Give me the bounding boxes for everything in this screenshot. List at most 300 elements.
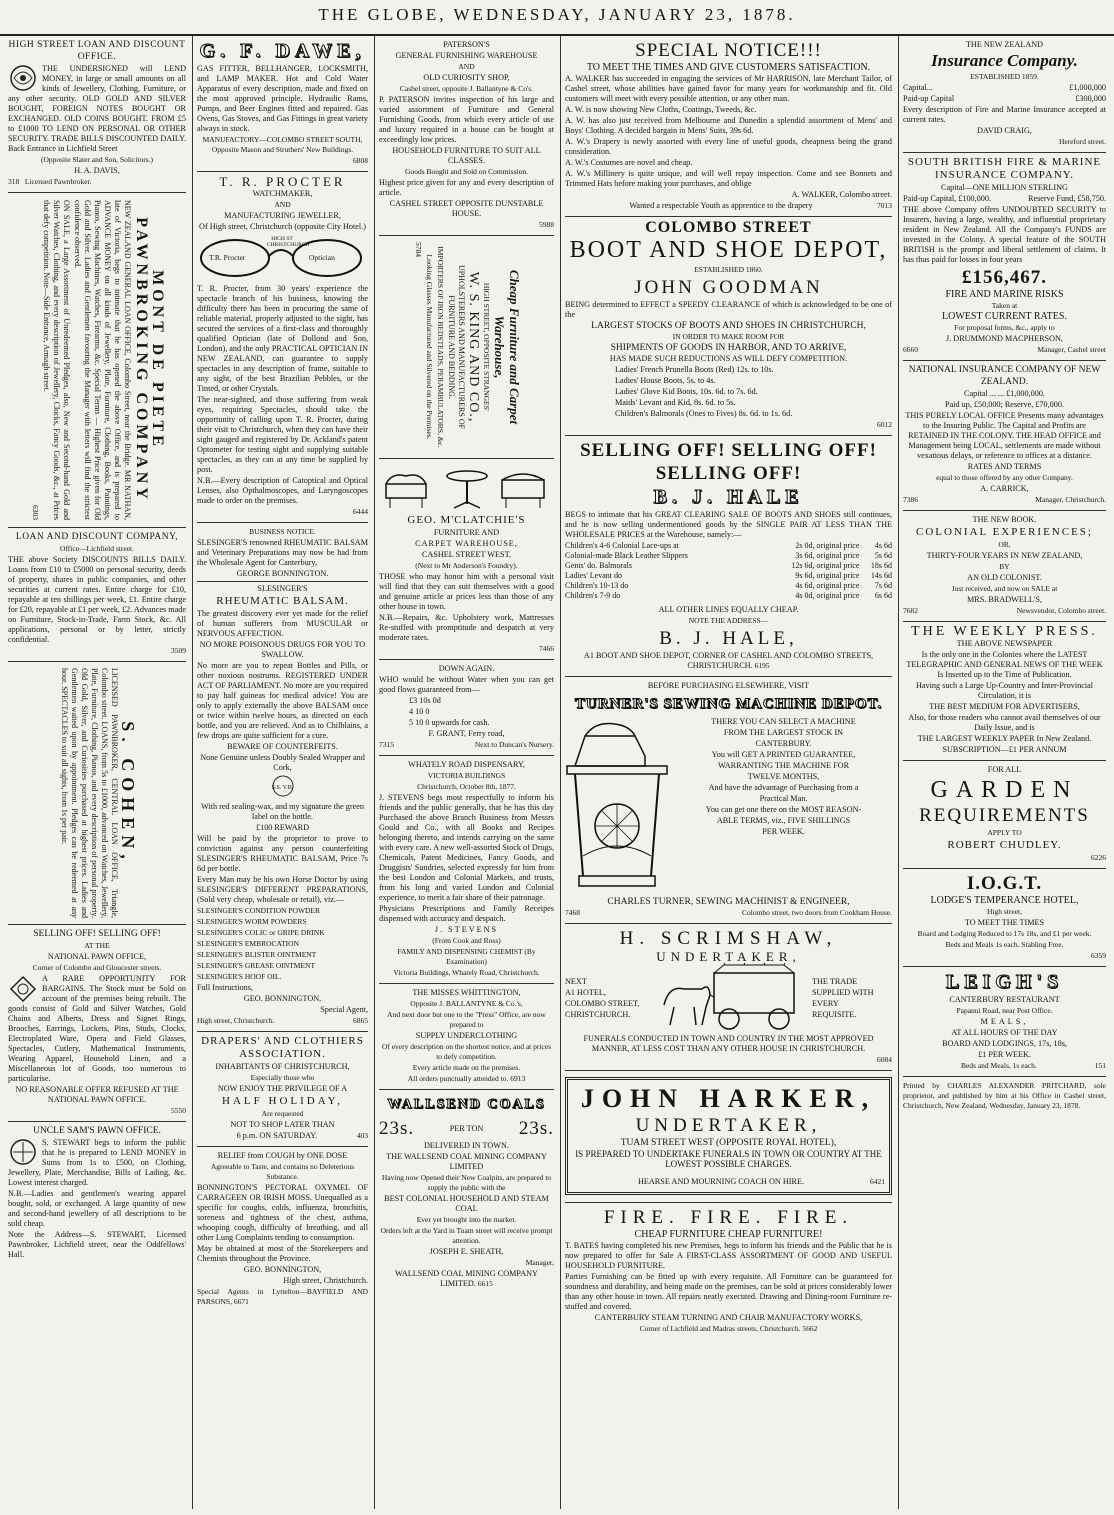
ad-before: BEFORE PURCHASING ELSEWHERE, VISIT — [647, 681, 810, 690]
ad-line-2: CARPET WAREHOUSE, — [415, 539, 518, 548]
ad-whittington — [379, 984, 554, 1090]
ad-date: Christchurch, October 8th, 1877. — [417, 782, 516, 791]
price-was: 5s 6d — [874, 551, 892, 560]
ad-name: JOHN GOODMAN — [634, 277, 823, 298]
ad-number: 6012 — [877, 420, 892, 429]
ad-other: ALL OTHER LINES EQUALLY CHEAP. — [658, 605, 799, 614]
ad-address: TUAM STREET WEST (OPPOSITE ROYAL HOTEL), — [620, 1138, 837, 1148]
ad-capital-label: Capital... — [903, 83, 933, 92]
ad-orders: Orders left at the Yard in Tuam street will receive prompt attention. — [380, 1226, 553, 1245]
ad-national-insurance — [903, 361, 1106, 511]
ornament-icon — [8, 1137, 38, 1167]
ad-body: A RARE OPPORTUNITY FOR BARGAINS. The Stock must be Sold on account of the premises being rebuilt. The goods consist of Gold and Silver Watches, Gold Chains and Alberts, Dress and Signet Rings, Brooches, Earrings, Lockets, Pins, Studs, Clocks, Electroplated Ware, Opera and Field Glasses, Spectacles, Cutlery, Mathematical Instruments, Wearing Apparel, Household Linen, and a Miscellaneous lot of Goods, too numerous to particularise. — [8, 974, 186, 1083]
ad-body: WHO would be without Water when you can get good flows guaranteed from— — [379, 675, 554, 694]
ad-subscription: SUBSCRIPTION—£1 PER ANNUM — [942, 745, 1067, 754]
ad-address: Newsvendor, Colombo street. — [1016, 606, 1106, 615]
ad-physicians: Physicians Prescriptions and Family Receipes dispensed with accuracy and despatch. — [379, 904, 554, 923]
ad-body: SLESINGER'S renowned RHEUMATIC BALSAM and Veterinary Preparations may now be had from the Wholesale Agent for Canterbury, — [197, 538, 368, 567]
ad-number: 7468 — [565, 908, 580, 917]
ad-number: 3509 — [171, 646, 186, 655]
ad-number: 318 — [8, 177, 20, 186]
ad-title: WALLSEND COALS — [387, 1097, 546, 1112]
price-right: 23s. — [518, 1118, 554, 1139]
ad-body: GAS FITTER, BELLHANGER, LOCKSMITH, and LAMP MAKER. Hot and Cold Water Apparatus of every description, made and fixed on the most approved principle. Hydraulic Rams, Pumps, and Beer Engines fitted and repaired. Gas Ovens, Gas Stoves, and Gas Fittings in great variety always in stock. — [197, 64, 369, 133]
ad-address: HIGH STREET, OPPOSITE STRANGES' — [481, 282, 491, 412]
price-row — [565, 571, 892, 581]
ad-body: BEING determined to EFFECT a SPEEDY CLEARANCE of which is acknowledged to be one of the — [565, 300, 892, 319]
ad-number: 6421 — [870, 1177, 885, 1186]
spectacles-label-mid: HIGH ST CHRISTCHURCH — [267, 236, 310, 248]
ad-king-furniture — [379, 236, 554, 459]
ad-line: Practical Man. — [759, 794, 808, 803]
ad-subtitle: THIRTY-FOUR YEARS IN NEW ZEALAND, — [926, 551, 1083, 560]
ad-nz-insurance — [903, 36, 1106, 153]
ad-ever: Ever yet brought into the market. — [416, 1215, 517, 1224]
ad-fire-furniture — [565, 1203, 892, 1339]
ad-body: NEW ZEALAND GENERAL LOAN OFFICE, Colombo Street, near the Bridge. MR NATHAN, late of Victoria, begs to intimate that he has opened the above Office, and is prepared to ADVANCE MONEY on all kinds of Jewellery, Plate, Furniture, Clothing, Books, Paintings, Pianos, Sewing Machines, Watches, Firearms, &c. Special Terms — Highest Price given for Old Gold and Silver. Ladies and Gentlemen favouring the Manager with letters will find the strictest confidence observed. — [73, 200, 132, 520]
ad-paid-label: Paid-up Capital — [903, 94, 955, 103]
ad-for: FOR ALL — [987, 765, 1022, 774]
ad-mont-de-piete — [8, 193, 186, 528]
price-now: 3s 6d, original price — [795, 551, 860, 560]
ad-body: J. STEVENS begs most respectfully to inform his friends and the public generally, that he has this day Purchased the above Branch Business from Messrs Gould and Co., with all Books and Recipes belonging thereto, and intends carrying on the same with every care. A new well-assorted Stock of Drugs, Chemicals, Patent Medicines, Fancy Goods, and Druggists' Sundries, selected expressly for him from the best London and Colonial Markets, and trusts, from his long and varied London and Colonial experience, to merit a fair share of their patronage. — [379, 793, 554, 902]
ad-beware: BEWARE OF COUNTERFEITS. — [227, 742, 338, 751]
notice-list — [565, 105, 892, 189]
ad-name: H. SCRIMSHAW, — [619, 928, 838, 949]
ad-number: 151 — [1094, 1061, 1106, 1070]
ad-co: WALLSEND COAL MINING COMPANY LIMITED. — [395, 1269, 538, 1288]
price-was: 18s 6d — [870, 561, 892, 570]
price-now: 4s 0d, original price — [795, 591, 860, 600]
ad-south-british — [903, 153, 1106, 361]
column-4 — [560, 36, 896, 1509]
ad-every: Every article made on the premises. — [412, 1063, 521, 1072]
ad-harker — [565, 1071, 892, 1203]
ad-shop: MRS. BRADWELL'S, — [967, 595, 1042, 604]
ad-largest: LARGEST STOCKS OF BOOTS AND SHOES IN CHRISTCHURCH, — [591, 321, 866, 331]
ad-agent-role: Special Agent, — [320, 1005, 368, 1014]
ad-supply: SUPPLY UNDERCLOTHING — [415, 1031, 518, 1040]
ad-refusal: NO REASONABLE OFFER REFUSED AT THE NATIONAL PAWN OFFICE. — [15, 1085, 179, 1104]
ad-title: PATERSON'S — [443, 40, 490, 49]
ad-line: And have the advantage of Purchasing from a — [708, 783, 859, 792]
ad-rates: LOWEST CURRENT RATES. — [942, 311, 1067, 322]
ad-title-2: RHEUMATIC BALSAM. — [216, 595, 349, 607]
ad-role: UNDERTAKER, — [635, 1115, 822, 1136]
product-item: SLESINGER'S GREASE OINTMENT — [197, 961, 316, 970]
ad-address: High street, Christchurch. — [283, 1276, 368, 1285]
price-item: Gents' do. Balmorals — [565, 561, 632, 570]
ad-meals: MEALS, — [980, 1017, 1029, 1026]
ad-title: G. F. DAWE, — [199, 40, 366, 62]
ad-title-2: SELLING OFF! — [655, 463, 802, 484]
ad-subtitle: GENERAL FURNISHING WAREHOUSE — [395, 51, 538, 60]
ad-near: (Next to Mr Anderson's Foundry). — [415, 561, 518, 570]
ad-address: Victoria Buildings, Whately Road, Christchurch. — [393, 968, 540, 977]
ad-number: 5550 — [171, 1106, 186, 1115]
notice-item: A. W.'s Costumes are novel and cheap. — [565, 158, 693, 167]
ad-name-2: B. J. HALE, — [659, 628, 798, 649]
ad-nb: N.B.—Repairs, &c. Upholstery work, Mattresses Re-stuffed with promptitude and despatch at very moderate rates. — [379, 613, 554, 642]
ad-title-1: SELLING OFF! SELLING OFF! — [580, 440, 877, 461]
price-amount: £3 10s 0d — [409, 696, 441, 705]
hearse-illustration-icon — [654, 963, 804, 1033]
ornament-icon — [8, 63, 38, 93]
ad-from: (From Cook and Ross) — [432, 936, 501, 945]
column-1 — [4, 36, 190, 1509]
ad-name: J. STEVENS — [434, 925, 499, 934]
price-item: Maids' Levant and Kid, 8s. 6d. to 5s. — [615, 398, 736, 407]
ad-number: 5988 — [539, 220, 554, 229]
ad-title: UNCLE SAM'S PAWN OFFICE. — [33, 1126, 161, 1136]
ad-address: A1 BOOT AND SHOE DEPOT, CORNER OF CASHEL AND COLOMBO STREETS, CHRISTCHURCH. — [583, 651, 874, 670]
ad-number: 7466 — [539, 644, 554, 653]
ad-trade-2: MANUFACTURING JEWELLER, — [224, 211, 341, 220]
ad-agent: GEORGE BONNINGTON. — [236, 569, 329, 578]
ad-title: FIRE. FIRE. FIRE. — [603, 1207, 854, 1228]
rotated-ad — [8, 662, 186, 924]
price-row — [565, 591, 892, 601]
ad-sign: A. WALKER, Colombo street. — [791, 190, 892, 199]
ad-title-1: THE NEW ZEALAND — [965, 40, 1044, 49]
ad-horse: Every Man may be his own Horse Doctor by using SLESINGER'S DIFFERENT PREPARATIONS, (Sold very cheap, wholesale or retail), viz.— — [197, 875, 368, 904]
ad-beds: Beds and Meals, 1s each. — [960, 1061, 1037, 1070]
ad-above: THE ABOVE NEWSPAPER — [956, 639, 1053, 648]
ad-location: (Opposite Slater and Son, Solicitors.) — [40, 155, 154, 164]
ad-dawe — [197, 36, 368, 172]
ad-title: SOUTH BRITISH FIRE & MARINE INSURANCE COMPANY. — [907, 156, 1102, 181]
ad-number: 7386 — [903, 495, 918, 504]
notice-item: A. W. has also just received from Melbourne and Dunedin a splendid assortment of Mens' and Boys' Clothing. A decided bargain in Mens' Suits, 39s 6d. — [565, 116, 892, 135]
price-amount: 5 10 0 — [409, 718, 430, 727]
ad-notice: BUSINESS NOTICE. — [249, 527, 316, 536]
ad-household: HOUSEHOLD FURNITURE TO SUIT ALL CLASSES. — [392, 146, 541, 165]
ad-address: Cashel street, opposite J. Ballantyne & Co's. — [399, 84, 534, 93]
ad-body: P. PATERSON invites inspection of his large and varied assortment of Furniture and General Furnishing Goods, from which every article of use and luxury required in a house can be bought at exceedingly low prices. — [379, 95, 554, 144]
price-row — [409, 696, 554, 706]
ad-paid: Paid-up Capital, £100,000. — [903, 194, 992, 203]
ad-left-line: NEXT — [565, 976, 587, 986]
ad-subtitle: Office—Lichfield street. — [60, 544, 134, 553]
ad-cohen — [8, 662, 186, 925]
product-item: SLESINGER'S CONDITION POWDER — [197, 906, 321, 915]
ad-board: Board and Lodging Reduced to 17s 18s, and £1 per week. — [917, 929, 1092, 938]
ad-title: THE NEW BOOK. — [972, 515, 1037, 524]
ad-body-2: Parties Furnishing can be fitted up with every requisite. All Furniture can be guaranteed for soundness and durability, and being made on the premises, can be sold at prices considerably lower than any other house in town. All repairs neatly executed. Drawing and Dining-room Furniture re-stuffed and covered. — [565, 1272, 892, 1311]
price-item: Ladies' Glove Kid Boots, 10s. 6d. to 7s. 6d. — [615, 387, 758, 396]
product-item: SLESINGER'S COLIC or GRIPE DRINK — [197, 928, 325, 937]
ad-by: BY — [999, 562, 1010, 571]
ad-highest: Highest price given for any and every description of article. — [379, 178, 554, 197]
ad-paterson — [379, 36, 554, 236]
ad-nb: N.B.—Ladies and gentlemen's wearing apparel bought, sold, or exchanged. A large quantity of new and second-hand jewellery of all descriptions to be sold cheap. — [8, 1189, 186, 1228]
price-item: Children's 10-13 do — [565, 581, 629, 590]
ad-lines — [675, 716, 892, 838]
ad-body: THE above Company offers UNDOUBTED SECURITY to Insurers, having a large, wealthy, and influential proprietary resident in New Zealand. All the Company's FUNDS are invested in the Colony. A special feature of the SOUTH BRITISH is the prompt and liberal settlement of claims. It has thus paid for losses in four years — [903, 205, 1106, 264]
ad-line: ABLE TERMS, viz., FIVE SHILLINGS — [716, 816, 851, 825]
ad-capital: Capital ... ... £1,000,000. — [964, 389, 1045, 398]
ad-old: OLD CURIOSITY SHOP, — [423, 73, 510, 82]
ad-name: J. DRUMMOND MACPHERSON, — [946, 334, 1063, 343]
ad-near: Next to Duncan's Nursery. — [474, 740, 554, 749]
ad-name: B. J. HALE — [653, 486, 804, 508]
price-item: Children's 4-6 Colonial Lace-ups at — [565, 541, 679, 550]
ad-now: NOW ENJOY THE PRIVILEGE OF A — [217, 1084, 348, 1093]
ad-board: BOARD AND LODGINGS, 17s, 18s, — [942, 1039, 1067, 1048]
ad-title: GARDEN — [930, 777, 1079, 803]
ad-hearse: HEARSE AND MOURNING COACH ON HIRE. — [637, 1177, 805, 1186]
price-amount: 4 10 0 — [409, 707, 430, 716]
ad-note: NOTE THE ADDRESS— — [688, 616, 769, 625]
ad-orders: All orders punctually attended to. — [407, 1074, 509, 1083]
ad-capital: £1,000,000 — [1069, 83, 1106, 92]
spectacles-illustration — [197, 236, 368, 280]
ad-title: MONT DE PIETE PAWNBROKING COMPANY — [133, 217, 166, 503]
ad-body: THOSE who may honor him with a personal visit will find that they can suit themselves with a good and genuine article at prices less than those of any other house in town. — [379, 572, 554, 611]
price-now: 12s 6d, original price — [791, 561, 860, 570]
ad-number: 5662 — [802, 1324, 818, 1333]
ad-line: PER WEEK. — [762, 827, 805, 836]
ad-body: A. WALKER has succeeded in engaging the services of Mr HARRISON, late Merchant Tailor, of Cashel street, whose abilities have gained favor for many years for workmanship and fit. Old customers will meet with every possible attention, or any other man. — [565, 74, 892, 103]
ad-body-2: Having such a Large Up-Country and Inter-Provincial Circulation, it is — [915, 681, 1094, 700]
ad-next: And next door but one to the "Press" Office, are now prepared to — [387, 1010, 546, 1029]
ad-national-pawn — [8, 925, 186, 1122]
product-item: SLESINGER'S WORM POWDERS — [197, 917, 307, 926]
ad-address: CASHEL STREET WEST, — [421, 550, 512, 559]
ad-body: IS PREPARED TO UNDERTAKE FUNERALS IN TOWN OR COUNTRY AT THE LOWEST POSSIBLE CHARGES. — [575, 1149, 882, 1169]
ad-body: THE above Society DISCOUNTS BILLS DAILY. Loans from £10 to £5000 on personal security, deeds of property, shares in public companies, and other securities at current rates. Entire charge for £10, repayable at ten shillings per week, £1. Entire charge for £20, repayable at £1 per week, £2. Advances made on Furniture, Stock-in-Trade, Farm Stock, &c. All applications, personal or by letter, strictly confidential. — [8, 555, 186, 644]
ad-line: WARRANTING THE MACHINE FOR — [717, 761, 850, 770]
price-note: upwards for cash. — [429, 718, 490, 727]
ad-name: H. A. DAVIS, — [74, 166, 120, 175]
masthead-title: THE GLOBE, WEDNESDAY, JANUARY 23, 1878. — [318, 5, 796, 24]
ad-established: ESTABLISHED 1859. — [970, 72, 1039, 81]
imprint — [903, 1077, 1106, 1116]
ad-requested: Are requested — [261, 1109, 304, 1118]
product-list — [197, 906, 368, 982]
ad-line: FROM THE LARGEST STOCK IN — [723, 728, 844, 737]
ad-title: SPECIAL NOTICE!!! — [635, 40, 822, 61]
ad-nomore: NO MORE POISONOUS DRUGS FOR YOU TO SWALLOW. — [199, 640, 366, 659]
ad-subtitle: CANTERBURY RESTAURANT — [949, 995, 1060, 1004]
ad-office: NATIONAL PAWN OFFICE, — [47, 952, 147, 961]
ad-line: CANTERBURY. — [755, 739, 812, 748]
ad-title: LOAN AND DISCOUNT COMPANY, — [15, 532, 179, 542]
ad-address: MANUFACTORY—COLOMBO STREET SOUTH, Opposite Mason and Struthers' New Buildings. — [202, 135, 363, 154]
seal-label: S.S. V.B. — [271, 785, 294, 791]
ad-iogt — [903, 869, 1106, 967]
ad-address: Colombo street, two doors from Cookham House. — [742, 908, 892, 917]
ad-author: AN OLD COLONIST. — [967, 573, 1042, 582]
ad-right — [812, 976, 892, 1021]
ad-address: Of High street, Christchurch (opposite City Hotel.) — [199, 222, 366, 231]
price-item: Colonial-made Black Leather Slippers — [565, 551, 688, 560]
ad-line: TWELVE MONTHS, — [747, 772, 820, 781]
price-item: Ladies' Levant do — [565, 571, 622, 580]
ad-importers: IMPORTERS OF IRON BEDSTEADS, PERAMBULATORS, &c. — [435, 246, 445, 448]
ad-rheumatic-balsam — [197, 523, 368, 1032]
ad-number: 6660 — [903, 345, 918, 354]
ad-body-3: No more are you to repeat Bottles and Pills, or other noxious nostrums. REGISTERED UNDER ACT OF PARLIAMENT. No more are you required to pay half guineas for medical advice! You are only to apply externally the above BALSAM once or twice within twelve hours, as directed on each bottle, and you are relieved. And as to Chilblains, a few drops are quite sufficient for a cure. — [197, 661, 368, 740]
ad-new-book — [903, 511, 1106, 622]
ad-number: 6226 — [1091, 853, 1106, 862]
ad-order: IN ORDER TO MAKE ROOM FOR — [672, 332, 785, 341]
ad-body: S. STEWART begs to inform the public that he is prepared to LEND MONEY in Sums from 1s to £500, on Clothing, Jewellery, Plate, Merchandise, Bills of Lading, &c. Lowest interest charged. — [8, 1138, 186, 1187]
ad-title: DOWN AGAIN. — [438, 664, 495, 673]
ad-shipments: SHIPMENTS OF GOODS IN HARBOR, AND TO ARRIVE, — [610, 343, 847, 353]
ad-glass: Looking Glasses Manufactured and Silvered on the Premises. — [424, 254, 434, 440]
ad-left-line: A1 HOTEL, — [565, 987, 606, 997]
ad-name: GEO. M'CLATCHIE'S — [407, 514, 526, 526]
ad-apply: APPLY TO — [987, 828, 1022, 837]
ad-subtitle: VICTORIA BUILDINGS — [427, 771, 506, 780]
ad-left-line: CHRISTCHURCH. — [565, 1009, 631, 1019]
ad-number: 6084 — [877, 1055, 892, 1064]
ad-number: 403 — [356, 1131, 368, 1140]
ad-reserve: Reserve Fund, £58,750. — [1027, 194, 1106, 203]
ad-special-notice — [565, 36, 892, 217]
ad-name: JOSEPH E. SHEATH, — [429, 1247, 504, 1256]
price-now: 2s 0d, original price — [795, 541, 860, 550]
ad-line-1: FURNITURE AND — [433, 528, 500, 537]
ad-garden — [903, 761, 1106, 869]
ad-role: Licensed Pawnbroker. — [24, 177, 92, 186]
ad-left — [565, 976, 645, 1021]
ad-received: Just received, and now on SALE at — [951, 584, 1058, 593]
ad-agents: Special Agents in Lyttelton—BAYFIELD AND PARSONS, — [197, 1287, 368, 1306]
price-was: 4s 6d — [874, 541, 892, 550]
ad-reward-body: Will be paid by the proprietor to prove to conviction against any person counterfeiting SLESINGER'S RHEUMATIC BALSAM, Price 7s 6d per bottle. — [197, 834, 368, 873]
ad-reward: £100 REWARD — [256, 823, 309, 832]
seal-illustration — [197, 774, 368, 801]
product-item: SLESINGER'S BLISTER OINTMENT — [197, 950, 317, 959]
ad-number: 5784 — [413, 242, 423, 257]
ad-turner-sewing — [565, 677, 892, 924]
price-left: 23s. — [379, 1118, 415, 1139]
ad-left-line: COLOMBO STREET, — [565, 998, 640, 1008]
ad-number: 6444 — [353, 507, 368, 516]
ad-half-holiday: HALF HOLIDAY, — [222, 1095, 343, 1107]
ad-title: THE MISSES WHITTINGTON, — [412, 988, 521, 997]
spectacles-label-right: Optician — [309, 253, 335, 262]
ad-procter — [197, 172, 368, 523]
ad-title: DRAPERS' AND CLOTHIERS ASSOCIATION. — [201, 1035, 364, 1060]
ad-body: INHABITANTS OF CHRISTCHURCH, — [215, 1062, 350, 1071]
ad-role: FAMILY AND DISPENSING CHEMIST (By Examination) — [397, 947, 536, 966]
price-list — [379, 696, 554, 728]
ad-right-line: THE TRADE — [812, 976, 858, 986]
price-item: Children's Balmorals (Ones to Fives) 8s. 6d. to 1s. 6d. — [615, 409, 793, 418]
ad-address: Papanui Road, near Post Office. — [956, 1006, 1053, 1015]
ad-davis-loan — [8, 36, 186, 193]
ad-role: UNDERTAKER, — [656, 949, 801, 964]
ad-best: THE BEST MEDIUM FOR ADVERTISERS, — [929, 702, 1080, 711]
ad-title: HIGH STREET LOAN AND DISCOUNT OFFICE. — [8, 40, 186, 62]
ad-number: 6303 — [31, 505, 40, 520]
ad-seal-note: With red sealing-wax, and my signature the green label on the bottle. — [201, 802, 364, 821]
ad-name: ROBERT CHUDLEY. — [947, 839, 1062, 851]
ad-loan-discount — [8, 528, 186, 662]
ad-number: 7682 — [903, 606, 918, 615]
ad-taken: Taken at — [991, 301, 1018, 310]
ad-title-1: COLOMBO STREET — [645, 219, 812, 236]
ad-proposal: For proposal forms, &c., apply to — [954, 323, 1055, 332]
ad-amount: £156,467. — [962, 267, 1047, 288]
ad-right-line: SUPPLIED WITH — [812, 987, 874, 997]
price-item: Children's 7-9 do — [565, 591, 621, 600]
ad-title: RELIEF from COUGH by ONE DOSE — [217, 1151, 348, 1160]
ad-uncle-sams — [8, 1122, 186, 1265]
ad-title-1: SLESINGER'S — [257, 584, 308, 593]
price-row — [565, 541, 892, 551]
ad-and: AND — [274, 200, 291, 209]
ad-equal: equal to those offered by any other Company. — [936, 473, 1073, 482]
ad-number: 6615 — [477, 1279, 493, 1288]
sewing-machine-illustration-icon — [565, 716, 675, 896]
ad-genuine: None Genuine unless Doubly Sealed Wrapper and Cork, — [200, 753, 365, 772]
ad-note: Note the Address—S. STEWART, Licensed Pawnbroker, Lichfield street, near the Oddfellows' Hall. — [8, 1230, 186, 1259]
ad-line: THERE YOU CAN SELECT A MACHINE — [711, 717, 856, 726]
ad-made: HAS MADE SUCH REDUCTIONS AS WILL DEFY COMPETITION. — [609, 354, 848, 363]
notice-item: A. W. is now showing New Cloths, Coatings, Tweeds, &c. — [565, 105, 757, 114]
ad-or: OR, — [998, 540, 1011, 549]
spectacles-label-left: T.R. Procter — [209, 253, 246, 262]
ad-drapers — [197, 1032, 368, 1147]
ad-role: Manager, — [525, 1258, 554, 1267]
rotated-ad — [379, 236, 554, 458]
ad-company: THE WALLSEND COAL MINING COMPANY LIMITED — [386, 1152, 547, 1171]
ad-scrimshaw — [565, 924, 892, 1071]
ad-title: SELLING OFF! SELLING OFF! — [33, 929, 161, 939]
ad-role: Manager, Christchurch. — [1035, 495, 1106, 504]
ad-hotel: LODGE'S TEMPERANCE HOTEL, — [930, 895, 1079, 906]
ad-especially: Especially those who — [250, 1073, 315, 1082]
ad-subtitle: CHEAP FURNITURE CHEAP FURNITURE! — [634, 1229, 823, 1240]
column-3 — [374, 36, 558, 1509]
ad-body: FUNERALS CONDUCTED IN TOWN AND COUNTRY IN THE MOST APPROVED MANNER, AT LESS COST THAN ANY OTHER HOUSE IN CHRISTCHURCH. — [583, 1034, 874, 1053]
ad-trade: WATCHMAKER, — [252, 189, 313, 198]
ad-name: CHARLES TURNER, SEWING MACHINIST & ENGINEER, — [607, 897, 850, 907]
ad-commission: Goods Bought and Sold on Commission. — [405, 167, 528, 176]
ad-down-again — [379, 660, 554, 756]
ad-leigh-restaurant — [903, 967, 1106, 1077]
price-row — [565, 561, 892, 571]
price-row — [565, 581, 892, 591]
ad-full: Full Instructions, — [197, 983, 253, 992]
ad-line: You can get one there on the MOST REASON- — [705, 805, 862, 814]
ad-body: BEGS to intimate that his GREAT CLEARING SALE OF BOOTS AND SHOES still continues, and he is now selling undermentioned goods by the SINGLE PAIR AT LESS THAN THE WHOLESALE PRICES at the Warehouse, namely:— — [565, 510, 892, 539]
furniture-illustration-icon — [382, 464, 552, 512]
ad-body: LICENSED PAWNBROKER, CENTRAL LOAN OFFICE, Triangle, Colombo street. LOANS, from 5s to £1000, advanced on Watches, Jewellery, Plate, Furniture, Clothing, Pianos, and every description of personal property. Old Gold, Silver, and Curiosities purchased at highest prices. Ladies and Gentlemen waited upon by appointment. Pledges can be redeemed at any hour. SPECTACLES to suit all sights, from 1s per pair. — [60, 668, 119, 918]
ad-best: BEST COLONIAL HOUSEHOLD AND STEAM COAL — [384, 1194, 549, 1213]
price-table — [565, 541, 892, 601]
ad-body: Is the only one in the Colonies where the LATEST TELEGRAPHIC AND GENERAL NEWS OF THE WEEK Is Inserted up to the Time of Publication. — [906, 650, 1103, 679]
ad-mclatchie — [379, 459, 554, 660]
ad-body: Having now Opened their New Coalpits, are prepared to supply the public with the — [381, 1173, 552, 1192]
ad-title: LEIGH'S — [945, 971, 1064, 993]
ad-cough-relief — [197, 1147, 368, 1312]
ad-body: THIS PURELY LOCAL OFFICE Presents many advantages to the Insuring Public. The Capital and Profits are RETAINED IN THE COLONY. THE HEAD OFFICE and Management being LOCAL, settlements are made without vexatious delays, or reference to offices at a distance. — [905, 411, 1104, 460]
ad-title: Cheap Furniture and Carpet Warehouse, — [491, 269, 522, 425]
ad-address: Hereford street. — [1058, 137, 1106, 146]
ad-subtitle: TO MEET THE TIMES AND GIVE CUSTOMERS SATISFACTION. — [586, 62, 871, 73]
ad-number: 7013 — [877, 201, 892, 210]
ad-name: A. CARRICK, — [980, 484, 1029, 493]
ad-title-2: Insurance Company. — [931, 51, 1078, 70]
column-2 — [192, 36, 372, 1509]
price-row — [379, 1117, 554, 1140]
ad-address: Corner of Colombo and Gloucester streets. — [32, 963, 162, 972]
